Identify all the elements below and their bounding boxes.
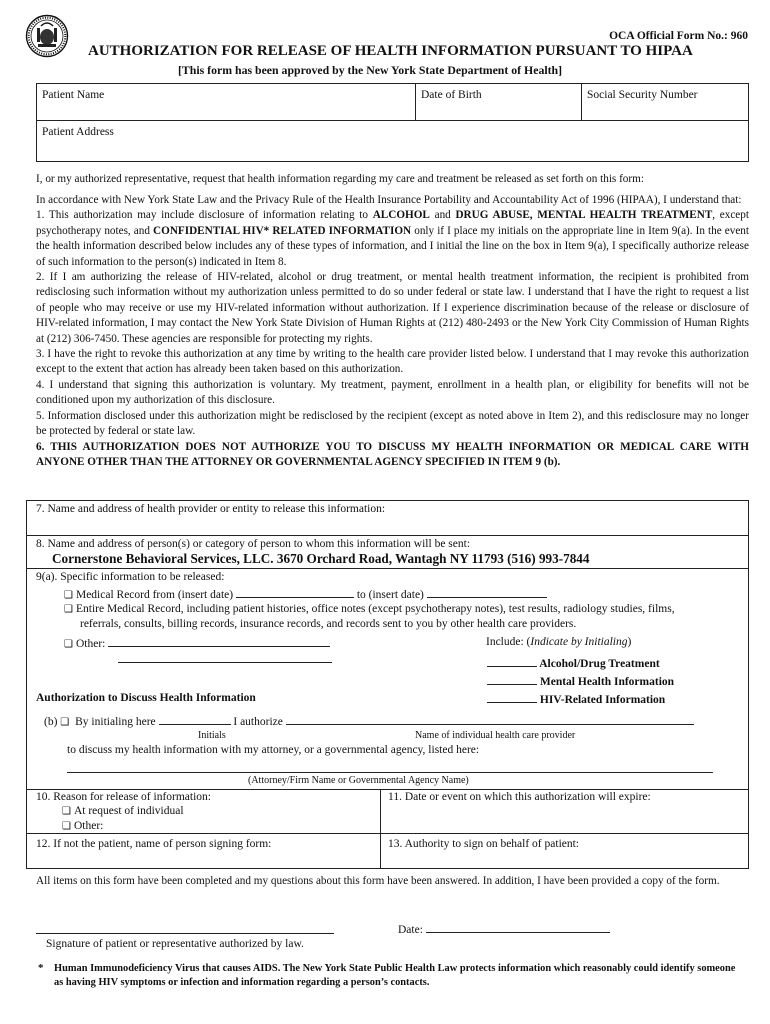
item-9b-line[interactable]: (b) ❑ By initialing here I authorize — [44, 714, 694, 728]
attorney-caption: (Attorney/Firm Name or Governmental Agency Name) — [248, 775, 469, 786]
item-10-label: 10. Reason for release of information: — [36, 791, 211, 803]
intro-text: I, or my authorized representative, request that health information regarding my care and treatment be released as set forth on this form: — [36, 173, 644, 185]
checkbox-icon[interactable]: ❑ — [64, 604, 73, 615]
form-title: AUTHORIZATION FOR RELEASE OF HEALTH INFORMATION PURSUANT TO HIPAA — [88, 43, 693, 59]
item-9a-other-line-2[interactable] — [118, 662, 332, 663]
item-8-recipient-label: 8. Name and address of person(s) or category of person to whom this information will be sent: — [36, 538, 471, 550]
item-7-provider-field[interactable]: 7. Name and address of health provider or entity to release this information: — [36, 503, 386, 515]
item-4: 4. I understand that signing this authorization is voluntary. My treatment, payment, enrollment in a health plan, or eligibility for benefits will not be conditioned upon my authorization of this disclosure. — [36, 378, 749, 407]
form-subtitle: [This form has been approved by the New York State Department of Health] — [178, 63, 563, 77]
item-9a-option-medical-record[interactable]: ❑ Medical Record from (insert date) to (insert date) — [64, 587, 547, 601]
patient-name-field[interactable]: Patient Name — [42, 89, 105, 101]
item-5: 5. Information disclosed under this authorization might be redisclosed by the recipient (except as noted above in Item 2), and this redisclosure may no longer be protected by federal or state law. — [36, 409, 749, 438]
signature-line[interactable] — [36, 933, 334, 934]
item-11-expiry-field[interactable]: 11. Date or event on which this authorization will expire: — [388, 791, 651, 803]
accordance-text: In accordance with New York State Law and the Privacy Rule of the Health Insurance Portability and Accountability Act of 1996 (HIPAA), I understand that: — [36, 194, 742, 206]
item-9a-label: 9(a). Specific information to be released: — [36, 571, 225, 583]
attorney-line[interactable] — [67, 772, 713, 773]
item-6: 6. THIS AUTHORIZATION DOES NOT AUTHORIZE YOU TO DISCUSS MY HEALTH INFORMATION OR MEDICAL CARE WITH ANYONE OTHER THAN THE ATTORNEY OR GOVERNMENTAL AGENCY SPECIFIED IN ITEM 9 (b). — [36, 440, 749, 468]
checkbox-icon[interactable]: ❑ — [62, 806, 71, 817]
item-3: 3. I have the right to revoke this authorization at any time by writing to the health care provider listed below. I understand that I may revoke this authorization except to the extent that action has already been taken based on this authorization. — [36, 348, 749, 376]
completed-statement: All items on this form have been completed and my questions about this form have been answered. In addition, I have been provided a copy of the form. — [36, 875, 720, 887]
discuss-text: to discuss my health information with my attorney, or a governmental agency, listed here: — [67, 744, 480, 756]
include-mental-health[interactable]: Mental Health Information — [487, 674, 674, 688]
footnote-text: Human Immunodeficiency Virus that causes AIDS. The New York State Public Health Law protects information which reasonably could identify someone as having HIV symptoms or infection and information regarding a person’s contacts. — [54, 963, 736, 988]
item-8-recipient-value[interactable]: Cornerstone Behavioral Services, LLC. 3670 Orchard Road, Wantagh NY 11793 (516) 993-7844 — [52, 551, 590, 566]
item-10-option-other[interactable]: ❑ Other: — [62, 820, 104, 832]
signature-caption: Signature of patient or representative authorized by law. — [46, 938, 304, 950]
patient-address-field[interactable]: Patient Address — [42, 126, 114, 138]
include-alcohol-drug[interactable]: Alcohol/Drug Treatment — [487, 656, 660, 670]
item-9a-option-entire-record-cont: referrals, consults, billing records, insurance records, and records sent to you by other health care providers. — [80, 618, 577, 630]
item-9a-option-entire-record[interactable]: ❑ Entire Medical Record, including patient histories, office notes (except psychotherapy notes), test results, radiology studies, films, — [64, 603, 675, 615]
date-field[interactable]: Date: — [398, 922, 610, 936]
ssn-field[interactable]: Social Security Number — [587, 89, 698, 101]
include-heading: Include: (Indicate by Initialing) — [486, 636, 632, 648]
date-of-birth-field[interactable]: Date of Birth — [421, 89, 482, 101]
checkbox-icon[interactable]: ❑ — [64, 590, 73, 601]
state-seal-icon — [25, 14, 69, 58]
item-13-authority-field[interactable]: 13. Authority to sign on behalf of patient: — [388, 838, 580, 850]
auth-discuss-heading: Authorization to Discuss Health Information — [36, 692, 256, 704]
footnote-asterisk: * — [38, 962, 44, 974]
initials-caption: Initials — [198, 730, 226, 741]
checkbox-icon[interactable]: ❑ — [60, 717, 70, 728]
terms-block — [36, 193, 749, 470]
item-10-option-request[interactable]: ❑ At request of individual — [62, 805, 184, 817]
checkbox-icon[interactable]: ❑ — [62, 821, 71, 832]
item-12-signer-field[interactable]: 12. If not the patient, name of person signing form: — [36, 838, 272, 850]
checkbox-icon[interactable]: ❑ — [64, 639, 73, 650]
form-number: OCA Official Form No.: 960 — [609, 30, 748, 42]
item-9a-option-other[interactable]: ❑ Other: — [64, 636, 330, 650]
item-1: 1. This authorization may include disclosure of information relating to ALCOHOL and DRUG ABUSE, MENTAL HEALTH TREATMENT, except psychotherapy notes, and CONFIDENTIAL HIV* RELATED INFORMATION only if I place my initials on the appropriate line in Item 9(a). In the event the health information described below includes any of these types of information, and I initial the line on the box in Item 9(a), I specifically authorize release of such information to the person(s) indicated in Item 8. — [36, 209, 750, 268]
provider-caption: Name of individual health care provider — [415, 730, 576, 741]
item-2: 2. If I am authorizing the release of HIV-related, alcohol or drug treatment, or mental health treatment information, the recipient is prohibited from redisclosing such information without my authorization unless permitted to do so under federal or state law. I understand that I have the right to request a list of people who may receive or use my HIV-related information without authorization. If I experience discrimination because of the release or disclosure of HIV-related information, I may contact the New York State Division of Human Rights at (212) 480-2493 or the New York City Commission of Human Rights at (212) 306-7450. These agencies are responsible for protecting my rights. — [36, 271, 749, 345]
include-hiv-related[interactable]: HIV-Related Information — [487, 692, 665, 706]
